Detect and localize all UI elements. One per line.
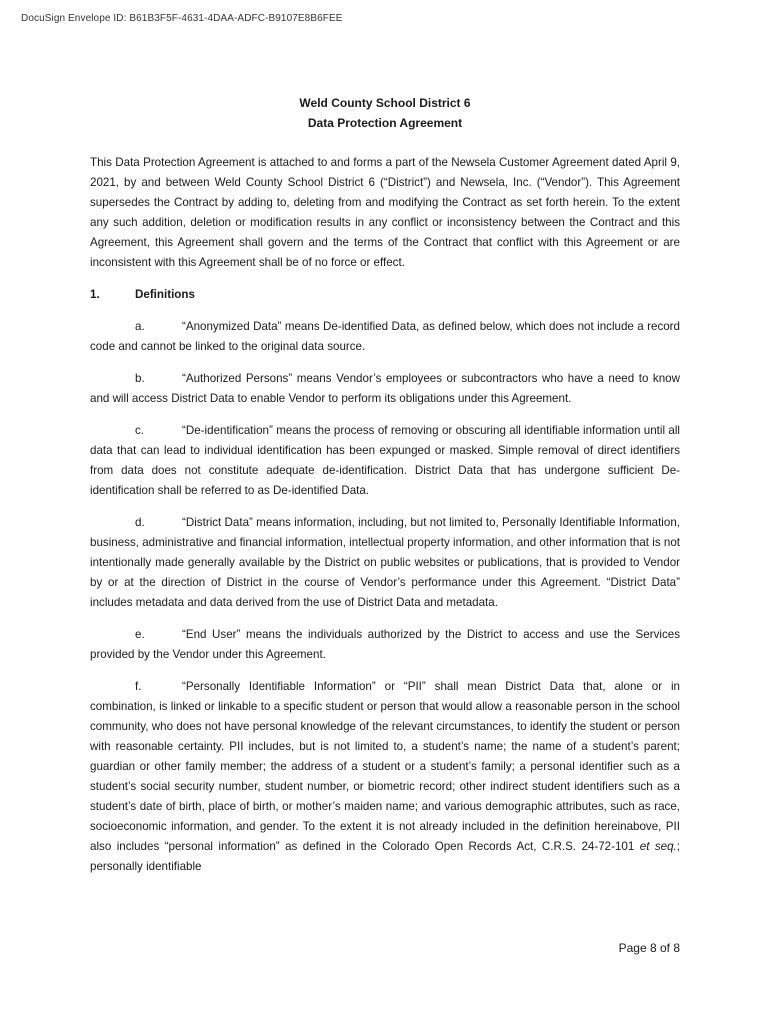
definition-text-continued: ; personally identifiable: [90, 840, 680, 873]
definition-label: b.: [135, 372, 145, 385]
definition-c: [90, 421, 680, 501]
definition-text: “District Data” means information, including, but not limited to, Personally Identifiable Information, business, administrative and financial information, intellectual property information, and other information that is not intentionally made generally available by the District on public websites or publications, that is provided to Vendor by or at the direction of District in the course of Vendor’s performance under this Agreement. “District Data” includes metadata and data derived from the use of District Data and metadata.: [90, 516, 680, 609]
definition-label: d.: [135, 516, 145, 529]
definition-text: “End User” means the individuals authorized by the District to access and use the Services provided by the Vendor under this Agreement.: [90, 628, 680, 661]
definition-text: “Authorized Persons” means Vendor’s employees or subcontractors who have a need to know and will access District Data to enable Vendor to perform its obligations under this Agreement.: [90, 372, 680, 405]
title-line-1: Weld County School District 6: [299, 96, 471, 110]
section-number: 1.: [90, 288, 100, 301]
title-line-2: Data Protection Agreement: [307, 116, 463, 130]
definition-e: [90, 625, 680, 665]
definition-f: [90, 677, 680, 877]
envelope-id: DocuSign Envelope ID: B61B3F5F-4631-4DAA-ADFC-B9107E8B6FEE: [21, 13, 343, 24]
document-body: [90, 93, 680, 889]
definition-label: c.: [135, 424, 145, 437]
definition-italic-text: et seq.: [639, 840, 677, 853]
section-heading: [90, 285, 680, 305]
document-title: [90, 93, 680, 133]
section-title: Definitions: [135, 288, 195, 301]
definition-label: e.: [135, 628, 145, 641]
definition-text: “Personally Identifiable Information” or “PII” shall mean District Data that, alone or in combination, is linked or linkable to a specific student or person that would allow a reasonable person in the school community, who does not have personal knowledge of the relevant circumstances, to identify the student or person with reasonable certainty. PII includes, but is not limited to, a student’s name; the name of a student’s parent; guardian or other family member; the address of a student or a student’s family; a personal identifier such as a student’s social security number, student number, or biometric record; other indirect student identifiers such as a student’s date of birth, place of birth, or mother’s maiden name; and various demographic attributes, such as race, socioeconomic information, and gender. To the extent it is not already included in the definition hereinabove, PII also includes “personal information” as defined in the Colorado Open Records Act, C.R.S. 24-72-101: [90, 680, 680, 853]
definition-b: [90, 369, 680, 409]
intro-paragraph: This Data Protection Agreement is attached to and forms a part of the Newsela Customer Agreement dated April 9, 2021, by and between Weld County School District 6 (“District”) and Newsela, Inc. (“Vendor”). This Agreement supersedes the Contract by adding to, deleting from and modifying the Contract as set forth herein. To the extent any such addition, deletion or modification results in any conflict or inconsistency between the Contract and this Agreement, this Agreement shall govern and the terms of the Contract that conflict with this Agreement or are inconsistent with this Agreement shall be of no force or effect.: [90, 156, 680, 269]
definition-a: [90, 317, 680, 357]
definition-d: [90, 513, 680, 613]
definition-label: f.: [135, 680, 142, 693]
page-number: Page 8 of 8: [618, 941, 680, 955]
definition-text: “De-identification” means the process of removing or obscuring all identifiable information until all data that can lead to individual identification has been expunged or masked. Simple removal of direct identifiers from data does not constitute adequate de-identification. District Data that has undergone sufficient De-identification shall be referred to as De-identified Data.: [90, 424, 680, 497]
definition-text: “Anonymized Data” means De-identified Data, as defined below, which does not include a record code and cannot be linked to the original data source.: [90, 320, 680, 353]
definition-label: a.: [135, 320, 145, 333]
